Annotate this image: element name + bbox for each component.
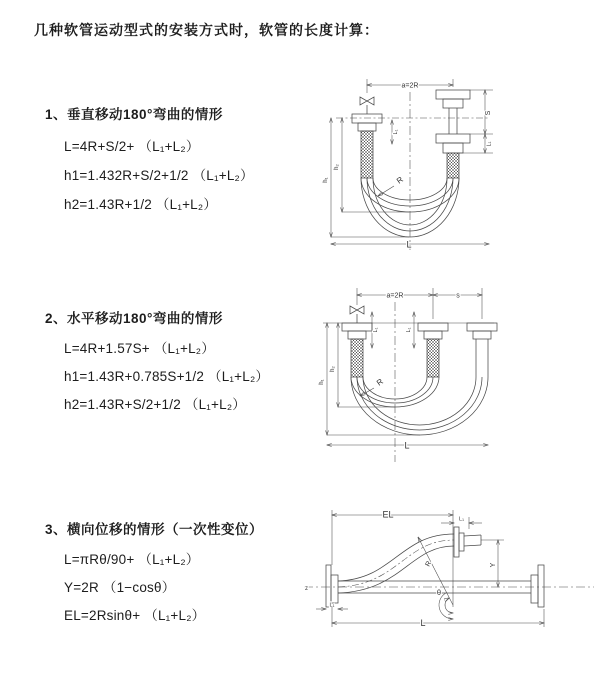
left-flange (326, 565, 338, 607)
dim-l (332, 607, 544, 627)
page-title: 几种软管运动型式的安装方式时，软管的长度计算： (34, 22, 379, 38)
dim-a2r-label: a=2R (386, 292, 404, 300)
dim-el-label: EL (382, 509, 394, 520)
moved-pipe-flange (467, 323, 497, 339)
section-2-formula-L: L=4R+1.57S+ （L₁+L₂） (64, 341, 215, 356)
section-2-heading: 2、水平移动180°弯曲的情形 (45, 311, 223, 326)
section-1-formula-L: L=4R+S/2+ （L₁+L₂） (64, 139, 200, 154)
section-1-formula-h2: h2=1.43R+1/2 （L₁+L₂） (64, 197, 218, 212)
diagram-horizontal-180 (310, 282, 565, 474)
dim-l-label: L (406, 239, 412, 250)
dim-l-label: L (420, 618, 426, 628)
axis-mark: z (305, 586, 308, 592)
moved-pipe-walls (476, 339, 488, 377)
section-2-formula-h1: h1=1.43R+0.785S+1/2 （L₁+L₂） (64, 369, 270, 384)
middle-hose-braid (427, 339, 439, 377)
valve-icon (360, 97, 374, 114)
dim-l1-left-label: L₁ (329, 602, 335, 609)
dim-a2r-label: a=2R (401, 82, 419, 90)
dim-h2-label: h₂ (330, 366, 336, 372)
radius-label: R (374, 376, 385, 388)
section-1-heading: 1、垂直移动180°弯曲的情形 (45, 107, 223, 122)
section-3-heading: 3、横向位移的情形（一次性变位） (45, 522, 264, 537)
dim-h2-label: h₂ (334, 164, 340, 170)
section-1-formula-h1: h1=1.432R+S/2+1/2 （L₁+L₂） (64, 168, 254, 183)
left-pipe-flange (352, 114, 382, 131)
section-3-formula-L: L=πRθ/90+ （L₁+L₂） (64, 552, 200, 567)
diagram-vertical-180 (312, 68, 562, 260)
radius-label: R (424, 560, 434, 568)
dim-l1-left-label: L₁ (373, 327, 379, 333)
right-hose-braid (447, 153, 459, 178)
left-pipe-flange (342, 323, 372, 339)
hose-s-curve (338, 534, 454, 593)
right-pipe-upper-flange (436, 90, 470, 134)
dim-l1-top-label: L₁ (459, 516, 464, 523)
dim-s-label: S (485, 110, 492, 116)
left-hose-braid (351, 339, 363, 377)
right-pipe-lower-flange (436, 134, 470, 153)
dim-y-label: Y (490, 562, 497, 568)
left-hose-braid (361, 131, 373, 178)
middle-pipe-flange (418, 323, 448, 339)
right-flange (531, 565, 544, 607)
angle-theta-label: θ (436, 588, 442, 597)
radius-label: R (394, 174, 405, 186)
section-2-formula-h2: h2=1.43R+S/2+1/2 （L₁+L₂） (64, 397, 246, 412)
diagram-lateral-displacement (298, 503, 600, 648)
dim-l1-middle-label: L₁ (406, 327, 412, 333)
angle-theta (439, 593, 453, 619)
section-3-formula-Y: Y=2R （1−cosθ） (64, 580, 176, 595)
hose-u-bend (351, 377, 488, 435)
straight-pipe (338, 581, 531, 593)
dim-h1-label: h₁ (323, 177, 329, 183)
radius-line (418, 537, 453, 605)
section-3-formula-EL: EL=2Rsinθ+ （L₁+L₂） (64, 608, 206, 623)
dim-l1-right-label: L₁ (486, 141, 493, 147)
dim-h1 (327, 323, 420, 435)
dim-a2r (357, 288, 482, 319)
valve-icon (350, 306, 364, 323)
dim-l1-left-label: L₁ (393, 129, 399, 135)
upper-flange (454, 527, 481, 557)
dim-h1-label: h₁ (319, 379, 325, 385)
dim-s-label: s (456, 292, 460, 300)
dim-l-label: L (404, 440, 410, 451)
